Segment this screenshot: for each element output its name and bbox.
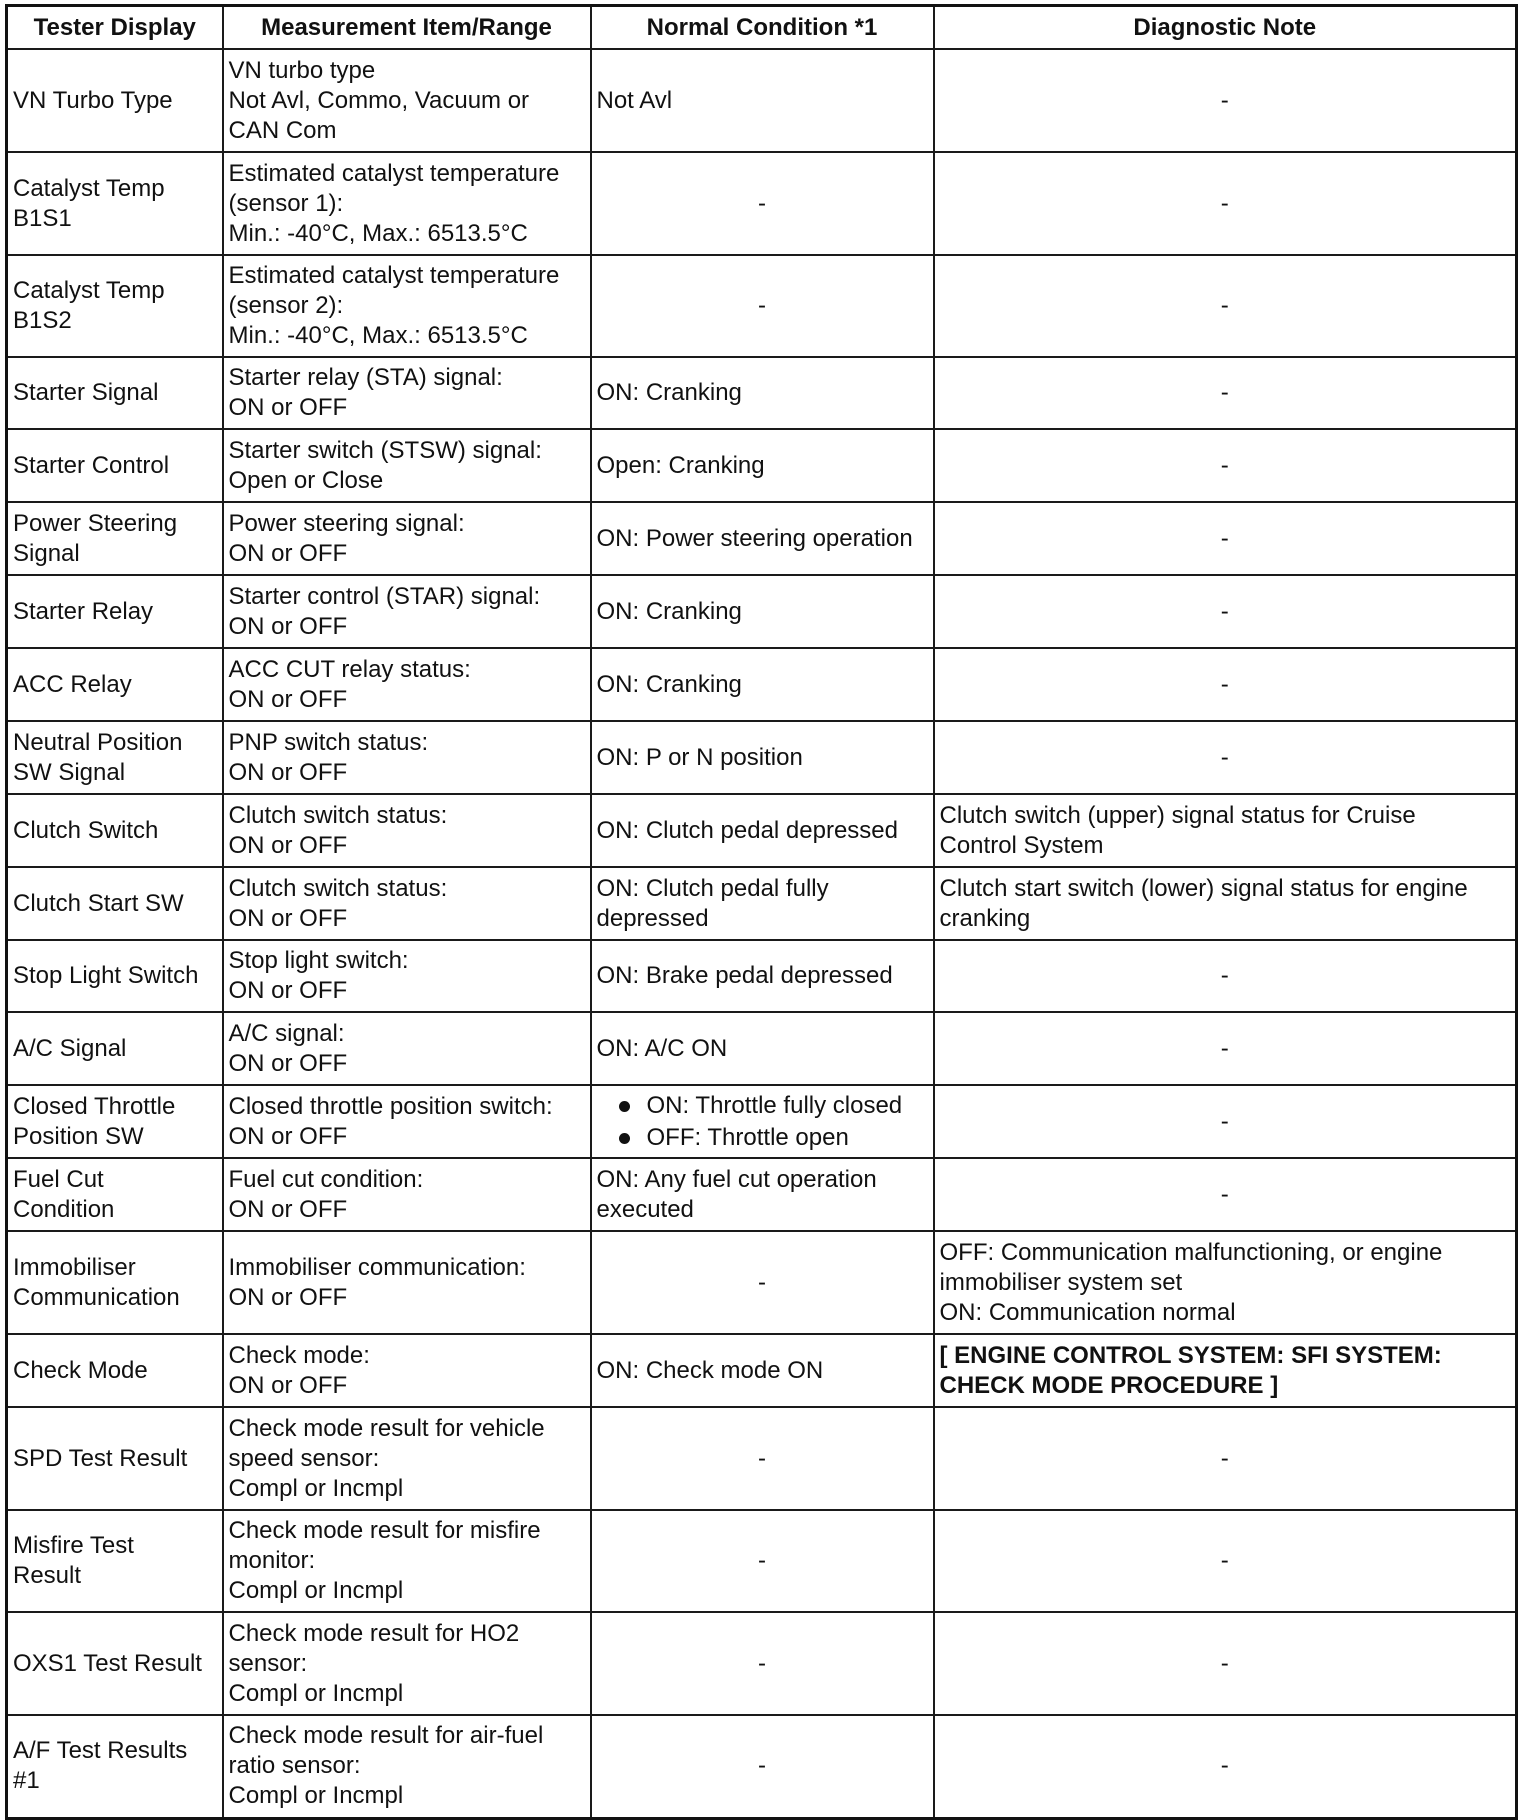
bullet-list	[597, 1090, 928, 1154]
measurement-cell: Estimated catalyst temperature (sensor 1): Min.: -40°C, Max.: 6513.5°C	[223, 152, 591, 255]
tester-display-cell: Clutch Start SW	[7, 867, 223, 940]
measurement-cell: Estimated catalyst temperature (sensor 2): Min.: -40°C, Max.: 6513.5°C	[223, 255, 591, 357]
normal-condition-cell: ON: Cranking	[591, 648, 934, 721]
header-measurement-item: Measurement Item/Range	[223, 6, 591, 50]
tester-display-cell: Closed Throttle Position SW	[7, 1085, 223, 1158]
measurement-cell: Check mode result for HO2 sensor: Compl or Incmpl	[223, 1612, 591, 1715]
normal-condition-cell: ON: Cranking	[591, 357, 934, 429]
table-row	[7, 940, 1517, 1012]
normal-condition-cell: -	[591, 255, 934, 357]
measurement-cell: Stop light switch: ON or OFF	[223, 940, 591, 1012]
measurement-cell: Power steering signal: ON or OFF	[223, 502, 591, 575]
normal-condition-cell: ON: Any fuel cut operation executed	[591, 1158, 934, 1231]
table-row	[7, 502, 1517, 575]
table-body	[7, 49, 1517, 1818]
tester-display-cell: Check Mode	[7, 1334, 223, 1407]
tester-display-cell: VN Turbo Type	[7, 49, 223, 152]
measurement-cell: Check mode: ON or OFF	[223, 1334, 591, 1407]
table-row	[7, 1085, 1517, 1158]
tester-display-cell: Clutch Switch	[7, 794, 223, 867]
diagnostic-note-cell: -	[934, 1158, 1517, 1231]
measurement-cell: A/C signal: ON or OFF	[223, 1012, 591, 1085]
header-row	[7, 6, 1517, 50]
diagnostic-note-cell: -	[934, 1510, 1517, 1612]
normal-condition-cell: Open: Cranking	[591, 429, 934, 502]
table-row	[7, 429, 1517, 502]
measurement-cell: Check mode result for vehicle speed sensor: Compl or Incmpl	[223, 1407, 591, 1510]
diagnostic-note-cell: -	[934, 49, 1517, 152]
measurement-cell: PNP switch status: ON or OFF	[223, 721, 591, 794]
diagnostic-note-cell: -	[934, 1715, 1517, 1818]
data-list-table	[5, 4, 1518, 1820]
measurement-cell: Clutch switch status: ON or OFF	[223, 867, 591, 940]
diagnostic-note-cell: -	[934, 1612, 1517, 1715]
bullet-item: OFF: Throttle open	[617, 1122, 928, 1154]
table-row	[7, 1334, 1517, 1407]
table-row	[7, 1715, 1517, 1818]
tester-display-cell: Misfire Test Result	[7, 1510, 223, 1612]
tester-display-cell: Immobiliser Communication	[7, 1231, 223, 1334]
diagnostic-note-cell: -	[934, 502, 1517, 575]
diagnostic-note-cell: -	[934, 255, 1517, 357]
table-row	[7, 1231, 1517, 1334]
normal-condition-cell	[591, 1085, 934, 1158]
table-row	[7, 648, 1517, 721]
diagnostic-note-cell: -	[934, 1085, 1517, 1158]
tester-display-cell: Power Steering Signal	[7, 502, 223, 575]
diagnostic-note-cell: [ ENGINE CONTROL SYSTEM: SFI SYSTEM: CHECK MODE PROCEDURE ]	[934, 1334, 1517, 1407]
normal-condition-cell: -	[591, 1612, 934, 1715]
normal-condition-cell: ON: Power steering operation	[591, 502, 934, 575]
normal-condition-cell: Not Avl	[591, 49, 934, 152]
normal-condition-cell: -	[591, 1510, 934, 1612]
measurement-cell: VN turbo type Not Avl, Commo, Vacuum or CAN Com	[223, 49, 591, 152]
table-row	[7, 255, 1517, 357]
diagnostic-note-cell: -	[934, 648, 1517, 721]
tester-display-cell: Fuel Cut Condition	[7, 1158, 223, 1231]
normal-condition-cell: -	[591, 1231, 934, 1334]
normal-condition-cell: ON: Clutch pedal depressed	[591, 794, 934, 867]
table-row	[7, 721, 1517, 794]
tester-display-cell: Catalyst Temp B1S1	[7, 152, 223, 255]
diagnostic-note-cell: Clutch switch (upper) signal status for Cruise Control System	[934, 794, 1517, 867]
table-row	[7, 1407, 1517, 1510]
normal-condition-cell: ON: A/C ON	[591, 1012, 934, 1085]
tester-display-cell: OXS1 Test Result	[7, 1612, 223, 1715]
normal-condition-cell: ON: P or N position	[591, 721, 934, 794]
measurement-cell: Fuel cut condition: ON or OFF	[223, 1158, 591, 1231]
measurement-cell: Starter control (STAR) signal: ON or OFF	[223, 575, 591, 648]
table-row	[7, 575, 1517, 648]
table-row	[7, 794, 1517, 867]
diagnostic-note-cell: -	[934, 357, 1517, 429]
tester-display-cell: A/F Test Results #1	[7, 1715, 223, 1818]
diagnostic-note-cell: -	[934, 1012, 1517, 1085]
measurement-cell: Clutch switch status: ON or OFF	[223, 794, 591, 867]
header-normal-condition: Normal Condition *1	[591, 6, 934, 50]
diagnostic-note-cell: -	[934, 940, 1517, 1012]
normal-condition-cell: ON: Check mode ON	[591, 1334, 934, 1407]
diagnostic-note-cell: -	[934, 429, 1517, 502]
table-row	[7, 1612, 1517, 1715]
table-row	[7, 1158, 1517, 1231]
measurement-cell: Immobiliser communication: ON or OFF	[223, 1231, 591, 1334]
bullet-item: ON: Throttle fully closed	[617, 1090, 928, 1122]
table-row	[7, 867, 1517, 940]
header-tester-display: Tester Display	[7, 6, 223, 50]
measurement-cell: Closed throttle position switch: ON or OFF	[223, 1085, 591, 1158]
normal-condition-cell: -	[591, 1407, 934, 1510]
normal-condition-cell: -	[591, 1715, 934, 1818]
measurement-cell: Check mode result for air-fuel ratio sensor: Compl or Incmpl	[223, 1715, 591, 1818]
tester-display-cell: A/C Signal	[7, 1012, 223, 1085]
table-row	[7, 1012, 1517, 1085]
normal-condition-cell: -	[591, 152, 934, 255]
diagnostic-note-cell: Clutch start switch (lower) signal status for engine cranking	[934, 867, 1517, 940]
measurement-cell: Starter switch (STSW) signal: Open or Close	[223, 429, 591, 502]
normal-condition-cell: ON: Clutch pedal fully depressed	[591, 867, 934, 940]
diagnostic-note-cell: -	[934, 575, 1517, 648]
table-row	[7, 152, 1517, 255]
diagnostic-note-cell: OFF: Communication malfunctioning, or engine immobiliser system set ON: Communication normal	[934, 1231, 1517, 1334]
measurement-cell: Starter relay (STA) signal: ON or OFF	[223, 357, 591, 429]
measurement-cell: ACC CUT relay status: ON or OFF	[223, 648, 591, 721]
tester-display-cell: Starter Relay	[7, 575, 223, 648]
table-row	[7, 49, 1517, 152]
tester-display-cell: Catalyst Temp B1S2	[7, 255, 223, 357]
diagnostic-note-cell: -	[934, 721, 1517, 794]
tester-display-cell: Starter Signal	[7, 357, 223, 429]
tester-display-cell: Stop Light Switch	[7, 940, 223, 1012]
table-row	[7, 357, 1517, 429]
tester-display-cell: Starter Control	[7, 429, 223, 502]
table-row	[7, 1510, 1517, 1612]
data-list-table-container	[5, 4, 1515, 1820]
normal-condition-cell: ON: Cranking	[591, 575, 934, 648]
diagnostic-note-cell: -	[934, 152, 1517, 255]
tester-display-cell: SPD Test Result	[7, 1407, 223, 1510]
measurement-cell: Check mode result for misfire monitor: Compl or Incmpl	[223, 1510, 591, 1612]
normal-condition-cell: ON: Brake pedal depressed	[591, 940, 934, 1012]
header-diagnostic-note: Diagnostic Note	[934, 6, 1517, 50]
tester-display-cell: ACC Relay	[7, 648, 223, 721]
tester-display-cell: Neutral Position SW Signal	[7, 721, 223, 794]
diagnostic-note-cell: -	[934, 1407, 1517, 1510]
